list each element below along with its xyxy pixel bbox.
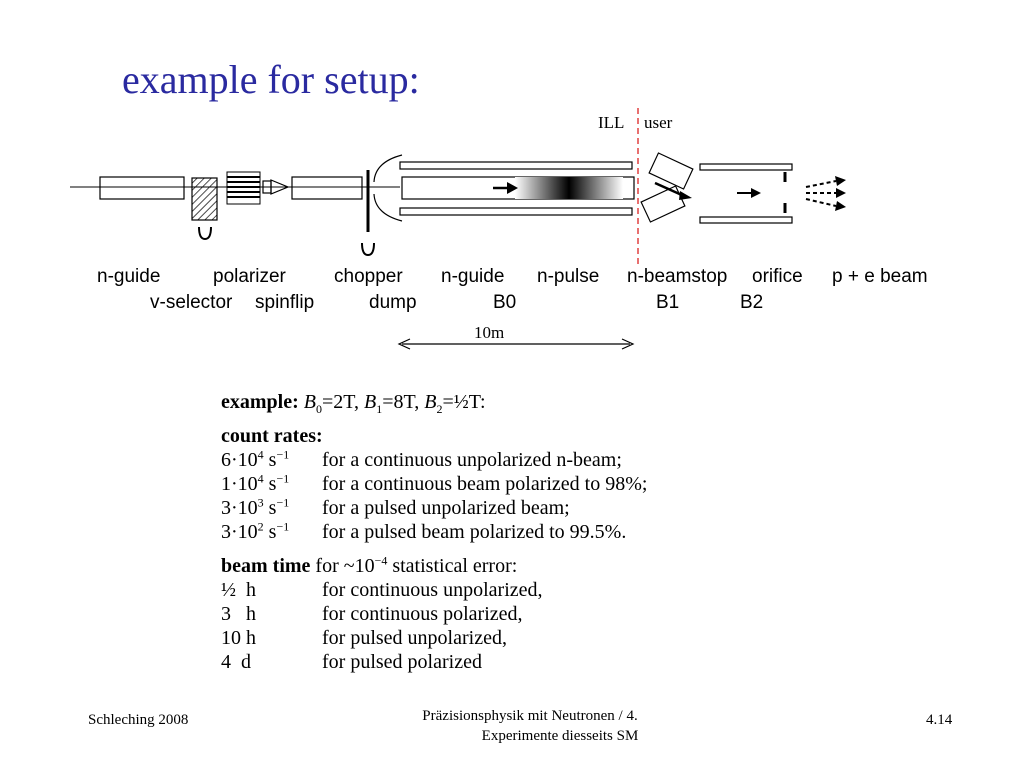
- ill-label: ILL: [598, 113, 625, 132]
- label-b0: B0: [493, 292, 517, 313]
- b0-value: =2T,: [321, 391, 359, 413]
- count-rate-row: [221, 472, 647, 496]
- label-spinflip: spinflip: [255, 292, 315, 313]
- label-n-guide-2: n-guide: [441, 266, 505, 287]
- rate-mantissa: 1·10: [221, 473, 258, 495]
- footer-center-line2: Experimente diesseits SM: [481, 728, 639, 744]
- footer-center: [370, 706, 690, 746]
- count-rates-heading: count rates:: [221, 425, 323, 447]
- b0-symbol: B: [303, 391, 316, 413]
- rate-mantissa: 6·10: [221, 449, 258, 471]
- label-dump: dump: [369, 292, 417, 313]
- rate-description: for a continuous beam polarized to 98%;: [322, 473, 648, 495]
- rate-description: for a pulsed unpolarized beam;: [322, 497, 570, 519]
- slide-number: 4.14: [926, 712, 953, 728]
- n-beamstop: [641, 153, 693, 222]
- label-polarizer: polarizer: [213, 266, 286, 287]
- b1-subscript: 1: [376, 402, 383, 416]
- b0-coil-top: [400, 162, 632, 169]
- pe-beam-arrowheads: [835, 176, 846, 211]
- beam-time-amount: 3 h: [221, 603, 256, 625]
- count-rate-row: [221, 496, 647, 520]
- beam-time-heading: beam time: [221, 555, 311, 577]
- beam-time-row: [221, 578, 647, 602]
- beam-dump-lower: [374, 194, 402, 221]
- content-block: [221, 390, 647, 684]
- beam-time-intro-exponent: −4: [374, 553, 388, 568]
- beam-time-description: for continuous unpolarized,: [322, 579, 543, 601]
- b2-symbol: B: [424, 391, 437, 413]
- beam-time-description: for pulsed polarized: [322, 651, 482, 673]
- chopper-rotation-icon: [362, 243, 374, 255]
- label-orifice: orifice: [752, 266, 803, 287]
- b1-value: =8T,: [382, 391, 420, 413]
- beam-time-amount: 10 h: [221, 627, 256, 649]
- label-b2: B2: [740, 292, 764, 313]
- rate-unit-exponent: −1: [276, 471, 290, 486]
- label-b1: B1: [656, 292, 680, 313]
- label-n-beamstop: n-beamstop: [627, 266, 728, 287]
- rate-description: for a continuous unpolarized n-beam;: [322, 449, 622, 471]
- b2-subscript: 2: [436, 402, 443, 416]
- rate-description: for a pulsed beam polarized to 99.5%.: [322, 521, 627, 543]
- pe-beam-arrows: [806, 181, 836, 206]
- rate-unit-exponent: −1: [276, 447, 290, 462]
- beam-dump-upper: [374, 155, 402, 182]
- b1-symbol: B: [364, 391, 377, 413]
- beam-time-amount: ½ h: [221, 579, 256, 601]
- rate-exponent: 4: [257, 471, 264, 486]
- beam-time-row: [221, 602, 647, 626]
- setup-diagram: [0, 0, 1024, 360]
- neutron-pulse: [515, 177, 623, 199]
- count-rate-row: [221, 520, 647, 544]
- b0-subscript: 0: [315, 402, 322, 416]
- rate-mantissa: 3·10: [221, 497, 258, 519]
- slide-title: example for setup:: [122, 57, 420, 102]
- footer-center-line1: Präzisionsphysik mit Neutronen / 4.: [422, 708, 638, 724]
- n-guide-2: [292, 177, 362, 199]
- v-selector: [192, 178, 217, 220]
- rate-unit-exponent: −1: [276, 519, 290, 534]
- user-label: user: [644, 113, 673, 132]
- label-chopper: chopper: [334, 266, 403, 287]
- rate-unit: s: [263, 473, 277, 495]
- label-pe-beam: p + e beam: [832, 266, 928, 287]
- beam-time-description: for pulsed unpolarized,: [322, 627, 507, 649]
- rate-unit-exponent: −1: [276, 495, 290, 510]
- scale-label: 10m: [474, 323, 505, 342]
- b2-coil-top: [700, 164, 792, 170]
- count-rate-row: [221, 448, 647, 472]
- b2-arrow-head: [751, 188, 761, 198]
- example-line: [221, 390, 647, 414]
- example-label: example:: [221, 391, 299, 413]
- beam-time-section: [221, 554, 647, 674]
- beam-time-row: [221, 626, 647, 650]
- footer-left: Schleching 2008: [88, 712, 189, 728]
- beam-time-amount: 4 d: [221, 651, 251, 673]
- rate-unit: s: [263, 521, 277, 543]
- beam-time-description: for continuous polarized,: [322, 603, 523, 625]
- rate-exponent: 4: [257, 447, 264, 462]
- beam-time-intro: for ~10: [310, 555, 375, 577]
- rate-unit: s: [263, 497, 277, 519]
- n-guide-1: [100, 177, 184, 199]
- v-selector-rotation-icon: [199, 227, 211, 239]
- b0-coil-bottom: [400, 208, 632, 215]
- beam-time-row: [221, 650, 647, 674]
- polarizer: [227, 172, 260, 204]
- beam-time-intro-rest: statistical error:: [387, 555, 518, 577]
- b2-value: =½T:: [442, 391, 486, 413]
- count-rates-section: [221, 424, 647, 544]
- label-n-guide-1: n-guide: [97, 266, 161, 287]
- b2-coil-bottom: [700, 217, 792, 223]
- rate-mantissa: 3·10: [221, 521, 258, 543]
- label-v-selector: v-selector: [150, 292, 233, 313]
- label-n-pulse: n-pulse: [537, 266, 600, 287]
- rate-unit: s: [263, 449, 277, 471]
- rate-exponent: 3: [257, 495, 264, 510]
- rate-exponent: 2: [257, 519, 264, 534]
